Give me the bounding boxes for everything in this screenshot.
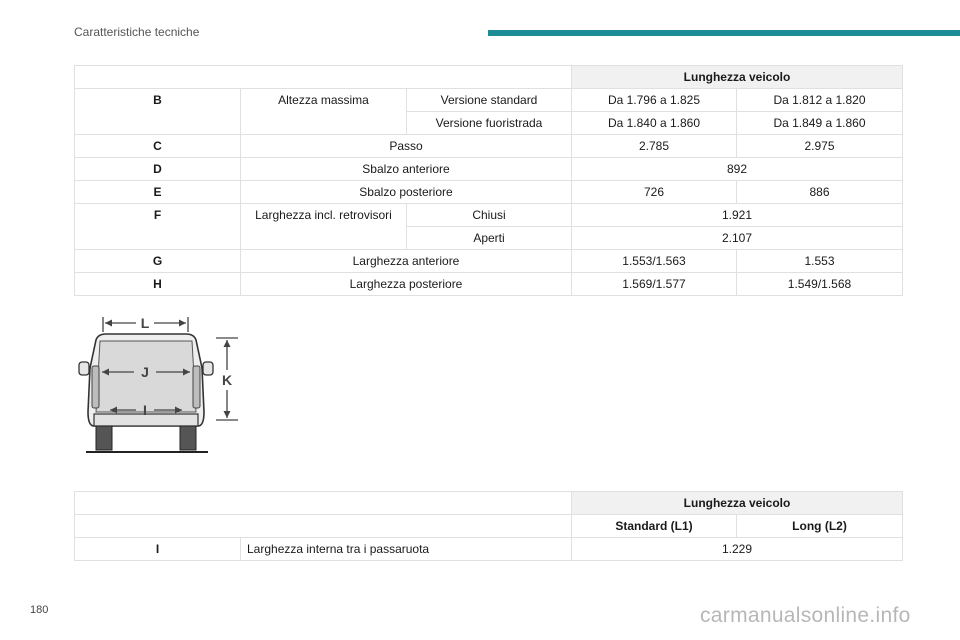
row-code: H — [75, 273, 241, 296]
cell-value: 892 — [572, 158, 903, 181]
table-header: Lunghezza veicolo — [572, 66, 903, 89]
interior-dimensions-table — [74, 491, 903, 561]
row-label: Larghezza anteriore — [241, 250, 572, 273]
header-blank — [75, 515, 572, 538]
dimension-label-i: I — [143, 402, 147, 418]
row-code: C — [75, 135, 241, 158]
table-row — [75, 158, 903, 181]
row-code: E — [75, 181, 241, 204]
table-row — [75, 273, 903, 296]
header-blank — [75, 66, 572, 89]
row-code: G — [75, 250, 241, 273]
header-accent-bar — [488, 30, 960, 36]
watermark: carmanualsonline.info — [700, 604, 911, 627]
cell-value: 2.785 — [572, 135, 737, 158]
row-variant: Chiusi — [407, 204, 572, 227]
row-label: Larghezza interna tra i passaruota — [241, 538, 572, 561]
row-code: I — [75, 538, 241, 561]
row-variant: Versione standard — [407, 89, 572, 112]
cell-value: 1.921 — [572, 204, 903, 227]
dimension-label-l: L — [140, 315, 150, 331]
row-label: Larghezza incl. retrovisori — [241, 204, 407, 250]
page-number: 180 — [30, 604, 49, 616]
section-title: Caratteristiche tecniche — [74, 25, 200, 39]
cell-value: 1.549/1.568 — [737, 273, 903, 296]
cell-value: 2.107 — [572, 227, 903, 250]
cell-value: 1.553/1.563 — [572, 250, 737, 273]
cell-value: 1.229 — [572, 538, 903, 561]
table-header-row — [75, 66, 903, 89]
cell-value: Da 1.812 a 1.820 — [737, 89, 903, 112]
table-subheader-row — [75, 515, 903, 538]
row-label: Sbalzo posteriore — [241, 181, 572, 204]
dimension-label-k: K — [221, 372, 233, 388]
table-row — [75, 181, 903, 204]
dimensions-table — [74, 65, 903, 296]
header-blank — [75, 492, 572, 515]
cell-value: Da 1.849 a 1.860 — [737, 112, 903, 135]
row-code: B — [75, 89, 241, 135]
dimension-label-j: J — [141, 364, 149, 380]
table-row — [75, 204, 903, 227]
table-row — [75, 538, 903, 561]
cell-value: Da 1.840 a 1.860 — [572, 112, 737, 135]
row-variant: Aperti — [407, 227, 572, 250]
table-row — [75, 250, 903, 273]
table-header-row — [75, 492, 903, 515]
table-row — [75, 135, 903, 158]
table-row — [75, 89, 903, 112]
row-label: Sbalzo anteriore — [241, 158, 572, 181]
cell-value: 886 — [737, 181, 903, 204]
row-code: D — [75, 158, 241, 181]
cell-value: Da 1.796 a 1.825 — [572, 89, 737, 112]
vehicle-rear-diagram — [76, 308, 246, 458]
row-variant: Versione fuoristrada — [407, 112, 572, 135]
cell-value: 1.569/1.577 — [572, 273, 737, 296]
cell-value: 2.975 — [737, 135, 903, 158]
row-label: Passo — [241, 135, 572, 158]
table-header: Lunghezza veicolo — [572, 492, 903, 515]
row-code: F — [75, 204, 241, 250]
row-label: Altezza massima — [241, 89, 407, 135]
column-header-standard: Standard (L1) — [572, 515, 737, 538]
column-header-long: Long (L2) — [737, 515, 903, 538]
row-label: Larghezza posteriore — [241, 273, 572, 296]
cell-value: 726 — [572, 181, 737, 204]
cell-value: 1.553 — [737, 250, 903, 273]
